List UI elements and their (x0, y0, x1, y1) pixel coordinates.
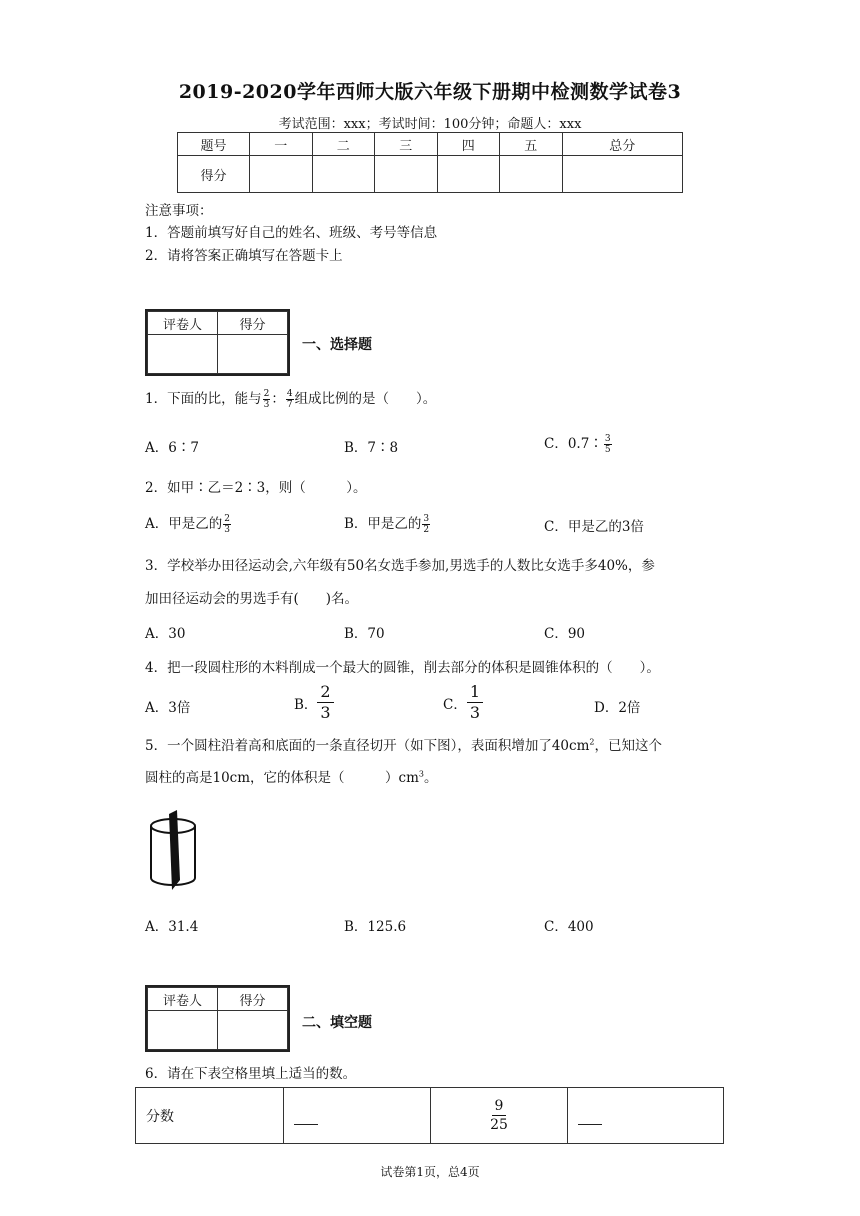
q1-colon: ： (271, 391, 285, 407)
option-text: A．甲是乙的 (145, 516, 223, 532)
frac-den: 2 (423, 525, 430, 535)
grader-score-blank[interactable] (218, 335, 288, 374)
frac-num: 3 (423, 514, 430, 524)
grader-blank[interactable] (148, 1011, 218, 1050)
q1-text-end: 组成比例的是（ ）。 (294, 391, 437, 407)
frac-num: 3 (604, 434, 611, 444)
question-3-line2: 加田径运动会的男选手有( )名。 (145, 591, 359, 607)
question-5-line2 (145, 766, 438, 786)
fraction (467, 682, 483, 723)
option-text: B．甲是乙的 (344, 516, 422, 532)
score-cell: 二 (312, 133, 375, 156)
q1-text: 1．下面的比，能与 (145, 391, 262, 407)
fraction (317, 682, 333, 723)
q1-option-a: A．6∶7 (145, 440, 199, 456)
frac-den: 3 (224, 525, 230, 535)
fraction (223, 514, 231, 535)
q4-option-c (443, 682, 483, 723)
score-blank[interactable] (562, 156, 683, 193)
fraction-cell (431, 1088, 568, 1144)
frac-num: 2 (263, 389, 270, 399)
q2-option-a (145, 512, 232, 535)
score-cell: 总分 (562, 133, 683, 156)
question-3-line1: 3．学校举办田径运动会,六年级有50名女选手参加,男选手的人数比女选手多40%，参 (145, 558, 655, 574)
score-cell: 三 (375, 133, 438, 156)
frac-num: 4 (286, 389, 293, 399)
grader-box (145, 309, 290, 376)
frac-den: 3 (469, 703, 481, 722)
question-4: 4．把一段圆柱形的木料削成一个最大的圆锥，削去部分的体积是圆锥体积的（ ）。 (145, 660, 660, 676)
notes-heading: 注意事项： (145, 203, 213, 219)
page-footer: 试卷第1页，总4页 (380, 1165, 480, 1179)
score-blank[interactable] (500, 156, 563, 193)
grader-label: 评卷人 (148, 312, 218, 335)
option-text: C．0.7∶ (544, 436, 603, 452)
q3-option-a: A．30 (145, 626, 186, 642)
frac-num: 1 (467, 682, 483, 703)
q5-option-c: C．400 (544, 919, 594, 935)
score-cell: 一 (250, 133, 313, 156)
section-title: 二、填空题 (302, 1015, 372, 1031)
grader-score-label: 得分 (218, 988, 288, 1011)
score-label: 得分 (178, 156, 250, 193)
table-row (136, 1088, 724, 1144)
frac-den: 5 (604, 445, 611, 455)
q1-option-c (544, 432, 613, 455)
exam-title: 2019-2020学年西师大版六年级下册期中检测数学试卷3 (178, 81, 682, 103)
score-blank[interactable] (312, 156, 375, 193)
fraction (490, 1097, 508, 1134)
answer-blank[interactable] (294, 1124, 318, 1125)
exam-info: 考试范围：xxx；考试时间：100分钟；命题人：xxx (278, 117, 582, 132)
q5-text: 5．一个圆柱沿着高和底面的一条直径切开（如下图），表面积增加了40cm (145, 738, 590, 754)
q4-option-d: D．2倍 (594, 700, 641, 716)
q3-option-c: C．90 (544, 626, 586, 642)
q2-option-c: C．甲是乙的3倍 (544, 519, 644, 535)
q2-option-b (344, 512, 431, 535)
grader-score-blank[interactable] (218, 1011, 288, 1050)
frac-num: 9 (492, 1097, 507, 1116)
score-cell: 四 (437, 133, 500, 156)
fill-blank-cell[interactable] (284, 1088, 431, 1144)
q4-option-b (294, 682, 334, 723)
question-2: 2．如甲∶乙＝2∶3，则（ ）。 (145, 480, 367, 496)
q4-option-a: A．3倍 (145, 700, 191, 716)
superscript: 2 (589, 737, 595, 747)
option-text: C． (443, 696, 467, 713)
score-blank[interactable] (250, 156, 313, 193)
fraction (286, 389, 294, 410)
frac-num: 2 (224, 514, 230, 524)
q5-text-end: 。 (424, 770, 438, 786)
q1-option-b: B．7∶8 (344, 440, 399, 456)
q5-option-b: B．125.6 (344, 919, 407, 935)
frac-den: 25 (490, 1117, 508, 1133)
score-cell: 五 (500, 133, 563, 156)
score-table-header-row (178, 133, 683, 156)
row-label: 分数 (136, 1088, 284, 1144)
fill-table (135, 1087, 724, 1144)
score-cell: 题号 (178, 133, 250, 156)
note-item: 1．答题前填写好自己的姓名、班级、考号等信息 (145, 225, 438, 241)
fraction (422, 514, 430, 535)
grader-box (145, 985, 290, 1052)
frac-den: 3 (263, 400, 270, 410)
question-1 (145, 387, 436, 410)
grader-label: 评卷人 (148, 988, 218, 1011)
superscript: 3 (418, 769, 424, 779)
grader-score-label: 得分 (218, 312, 288, 335)
answer-blank[interactable] (578, 1124, 602, 1125)
q5-text: 圆柱的高是10cm，它的体积是（ ）cm (145, 770, 419, 786)
question-5-line1 (145, 734, 662, 754)
question-6: 6．请在下表空格里填上适当的数。 (145, 1066, 357, 1082)
frac-den: 7 (286, 400, 293, 410)
grader-blank[interactable] (148, 335, 218, 374)
q5-option-a: A．31.4 (145, 919, 199, 935)
section-title: 一、选择题 (302, 337, 372, 353)
q3-option-b: B．70 (344, 626, 385, 642)
q5-text-end: ，已知这个 (594, 738, 662, 754)
fraction (604, 434, 612, 455)
frac-den: 3 (320, 703, 331, 722)
note-item: 2．请将答案正确填写在答题卡上 (145, 248, 343, 264)
score-table (177, 132, 683, 193)
cut-cylinder-figure (142, 808, 208, 894)
score-table-score-row (178, 156, 683, 193)
score-blank[interactable] (375, 156, 438, 193)
score-blank[interactable] (437, 156, 500, 193)
option-text: B． (294, 696, 318, 713)
fraction (263, 389, 271, 410)
fill-blank-cell[interactable] (568, 1088, 724, 1144)
frac-num: 2 (317, 682, 333, 703)
